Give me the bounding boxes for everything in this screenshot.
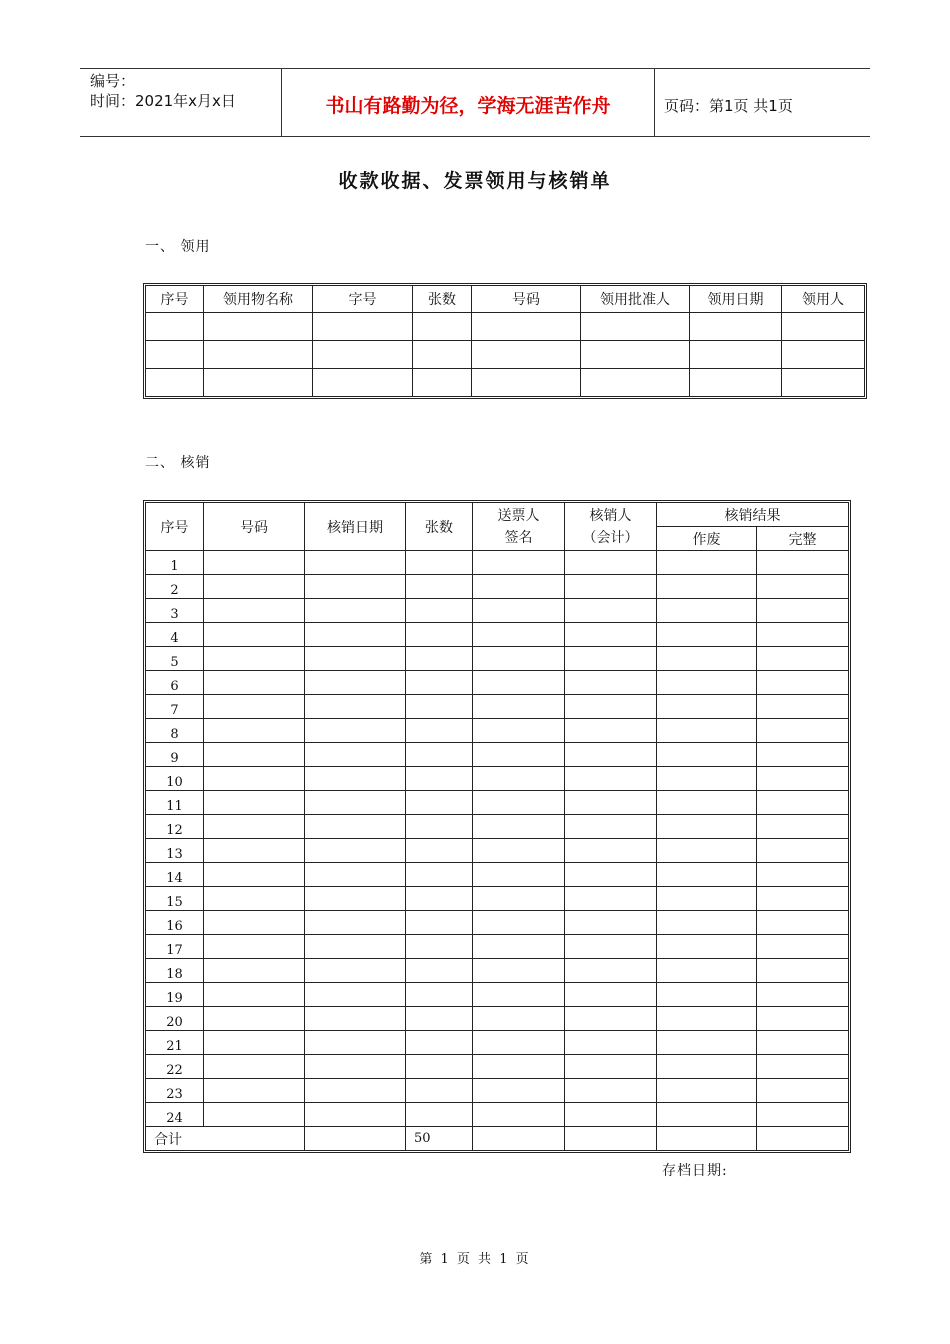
table-cell[interactable] bbox=[472, 341, 581, 369]
table-cell[interactable] bbox=[305, 839, 406, 863]
table-cell[interactable] bbox=[473, 743, 565, 767]
table-cell[interactable] bbox=[473, 791, 565, 815]
table-cell[interactable] bbox=[757, 863, 849, 887]
table-cell[interactable] bbox=[757, 1079, 849, 1103]
table-cell[interactable] bbox=[472, 313, 581, 341]
table-cell[interactable] bbox=[305, 671, 406, 695]
table-cell[interactable] bbox=[657, 671, 757, 695]
table-cell[interactable] bbox=[473, 1031, 565, 1055]
table-cell[interactable] bbox=[313, 341, 413, 369]
table-cell[interactable] bbox=[657, 1127, 757, 1151]
table-cell[interactable] bbox=[305, 743, 406, 767]
table-cell[interactable] bbox=[473, 767, 565, 791]
table-cell[interactable] bbox=[313, 369, 413, 397]
table-cell[interactable] bbox=[473, 959, 565, 983]
table-cell[interactable] bbox=[657, 791, 757, 815]
column-header: 号码 bbox=[472, 286, 581, 313]
table-row bbox=[146, 863, 849, 887]
verification-table-body bbox=[146, 551, 849, 1127]
table-cell[interactable] bbox=[657, 719, 757, 743]
table-cell[interactable] bbox=[406, 935, 473, 959]
row-number: 22 bbox=[146, 1055, 204, 1079]
archive-date-label: 存档日期: bbox=[662, 1163, 728, 1179]
table-cell[interactable] bbox=[204, 1031, 305, 1055]
table-cell[interactable] bbox=[305, 911, 406, 935]
table-cell[interactable] bbox=[757, 935, 849, 959]
table-cell[interactable] bbox=[204, 599, 305, 623]
table-cell[interactable] bbox=[565, 695, 657, 719]
column-header: 核销日期 bbox=[305, 503, 406, 551]
row-number: 1 bbox=[146, 551, 204, 575]
table-cell[interactable] bbox=[581, 313, 690, 341]
table-cell[interactable] bbox=[473, 671, 565, 695]
table-cell[interactable] bbox=[413, 313, 472, 341]
table-cell[interactable] bbox=[305, 1079, 406, 1103]
table-row bbox=[146, 341, 865, 369]
table-cell[interactable] bbox=[473, 647, 565, 671]
table-row bbox=[146, 719, 849, 743]
table-cell[interactable] bbox=[473, 839, 565, 863]
row-number: 9 bbox=[146, 743, 204, 767]
table-cell[interactable] bbox=[204, 959, 305, 983]
table-row bbox=[146, 623, 849, 647]
table-cell[interactable] bbox=[406, 623, 473, 647]
table-cell[interactable] bbox=[305, 719, 406, 743]
table-row bbox=[146, 983, 849, 1007]
row-number: 20 bbox=[146, 1007, 204, 1031]
row-number: 5 bbox=[146, 647, 204, 671]
table-cell[interactable] bbox=[305, 1031, 406, 1055]
table-cell[interactable] bbox=[406, 1103, 473, 1127]
table-cell[interactable] bbox=[565, 1031, 657, 1055]
table-cell[interactable] bbox=[757, 1055, 849, 1079]
section1-heading: 一、 领用 bbox=[145, 239, 211, 255]
table-row bbox=[146, 815, 849, 839]
table-cell[interactable] bbox=[782, 369, 865, 397]
table-cell[interactable] bbox=[757, 767, 849, 791]
table-cell[interactable] bbox=[657, 623, 757, 647]
table-cell[interactable] bbox=[657, 551, 757, 575]
table-cell[interactable] bbox=[565, 575, 657, 599]
table-row bbox=[146, 791, 849, 815]
table-cell[interactable] bbox=[690, 341, 782, 369]
table-cell[interactable] bbox=[305, 647, 406, 671]
table-row bbox=[146, 839, 849, 863]
table-cell[interactable] bbox=[305, 575, 406, 599]
table-cell[interactable] bbox=[782, 341, 865, 369]
table-cell[interactable] bbox=[305, 767, 406, 791]
table-cell[interactable] bbox=[565, 767, 657, 791]
column-header: 号码 bbox=[204, 503, 305, 551]
table-row bbox=[146, 1031, 849, 1055]
table-cell[interactable] bbox=[305, 935, 406, 959]
table-cell[interactable] bbox=[406, 863, 473, 887]
table-cell[interactable] bbox=[204, 719, 305, 743]
table-row bbox=[146, 743, 849, 767]
verification-table-header bbox=[146, 503, 849, 527]
table-cell[interactable] bbox=[690, 369, 782, 397]
column-header: 字号 bbox=[313, 286, 413, 313]
row-number: 11 bbox=[146, 791, 204, 815]
table-cell[interactable] bbox=[757, 911, 849, 935]
table-cell[interactable] bbox=[305, 1055, 406, 1079]
table-cell[interactable] bbox=[757, 815, 849, 839]
table-cell[interactable] bbox=[204, 935, 305, 959]
table-cell[interactable] bbox=[657, 863, 757, 887]
table-cell[interactable] bbox=[757, 791, 849, 815]
table-cell[interactable] bbox=[757, 719, 849, 743]
table-cell[interactable] bbox=[406, 911, 473, 935]
table-cell[interactable] bbox=[657, 767, 757, 791]
table-cell[interactable] bbox=[757, 695, 849, 719]
table-cell[interactable] bbox=[757, 1103, 849, 1127]
header-page-label: 页码：第1页 共1页 bbox=[664, 97, 793, 115]
row-number: 2 bbox=[146, 575, 204, 599]
row-number: 7 bbox=[146, 695, 204, 719]
table-cell[interactable] bbox=[204, 647, 305, 671]
document-title: 收款收据、发票领用与核销单 bbox=[338, 170, 612, 192]
row-number: 15 bbox=[146, 887, 204, 911]
header-code-label: 编号： bbox=[90, 72, 136, 90]
table-cell[interactable] bbox=[657, 935, 757, 959]
table-cell[interactable] bbox=[565, 551, 657, 575]
table-cell[interactable] bbox=[146, 313, 204, 341]
table-cell[interactable] bbox=[565, 719, 657, 743]
table-cell[interactable] bbox=[565, 935, 657, 959]
table-cell[interactable] bbox=[204, 743, 305, 767]
table-cell[interactable] bbox=[313, 313, 413, 341]
table-row bbox=[146, 575, 849, 599]
table-row bbox=[146, 935, 849, 959]
table-cell[interactable] bbox=[406, 767, 473, 791]
table-cell[interactable] bbox=[204, 839, 305, 863]
table-cell[interactable] bbox=[406, 599, 473, 623]
table-cell[interactable] bbox=[204, 791, 305, 815]
table-cell[interactable] bbox=[406, 839, 473, 863]
row-number: 21 bbox=[146, 1031, 204, 1055]
table-cell[interactable] bbox=[305, 1103, 406, 1127]
table-cell[interactable] bbox=[581, 369, 690, 397]
table-cell[interactable] bbox=[565, 887, 657, 911]
table-cell[interactable] bbox=[204, 815, 305, 839]
page-footer: 第 1 页 共 1 页 bbox=[419, 1252, 531, 1267]
total-row bbox=[146, 1127, 849, 1151]
table-cell[interactable] bbox=[657, 1079, 757, 1103]
row-number: 3 bbox=[146, 599, 204, 623]
table-cell[interactable] bbox=[757, 887, 849, 911]
header-motto: 书山有路勤为径，学海无涯苦作舟 bbox=[325, 95, 611, 117]
table-cell[interactable] bbox=[204, 369, 313, 397]
column-header: 领用人 bbox=[782, 286, 865, 313]
row-number: 17 bbox=[146, 935, 204, 959]
table-cell[interactable] bbox=[473, 1103, 565, 1127]
table-cell[interactable] bbox=[204, 1007, 305, 1031]
table-cell[interactable] bbox=[757, 983, 849, 1007]
table-cell[interactable] bbox=[657, 1103, 757, 1127]
table-cell[interactable] bbox=[581, 341, 690, 369]
column-header: 领用物名称 bbox=[204, 286, 313, 313]
table-cell[interactable] bbox=[473, 575, 565, 599]
table-cell[interactable] bbox=[305, 1127, 406, 1151]
table-cell[interactable] bbox=[565, 1103, 657, 1127]
sender-line1: 送票人 bbox=[497, 507, 540, 524]
table-cell[interactable] bbox=[565, 1127, 657, 1151]
issue-table-header bbox=[146, 286, 865, 313]
table-cell[interactable] bbox=[782, 313, 865, 341]
table-cell[interactable] bbox=[473, 1007, 565, 1031]
table-cell[interactable] bbox=[204, 695, 305, 719]
table-cell[interactable] bbox=[305, 983, 406, 1007]
table-cell[interactable] bbox=[757, 671, 849, 695]
table-cell[interactable] bbox=[204, 1055, 305, 1079]
table-cell[interactable] bbox=[204, 767, 305, 791]
header-bottom-rule bbox=[80, 136, 870, 137]
sender-line2: 签名 bbox=[504, 529, 533, 546]
table-cell[interactable] bbox=[565, 1079, 657, 1103]
table-row bbox=[146, 369, 865, 397]
table-cell[interactable] bbox=[565, 791, 657, 815]
table-cell[interactable] bbox=[406, 647, 473, 671]
section2-heading: 二、 核销 bbox=[145, 455, 211, 471]
table-cell[interactable] bbox=[565, 863, 657, 887]
header-time-label: 时间：2021年x月x日 bbox=[90, 92, 236, 110]
table-cell[interactable] bbox=[305, 791, 406, 815]
table-cell[interactable] bbox=[565, 599, 657, 623]
row-number: 13 bbox=[146, 839, 204, 863]
table-cell[interactable] bbox=[473, 935, 565, 959]
table-cell[interactable] bbox=[657, 839, 757, 863]
table-cell[interactable] bbox=[690, 313, 782, 341]
table-cell[interactable] bbox=[473, 887, 565, 911]
table-cell[interactable] bbox=[305, 1007, 406, 1031]
table-cell[interactable] bbox=[204, 911, 305, 935]
table-cell[interactable] bbox=[657, 695, 757, 719]
table-cell[interactable] bbox=[204, 1103, 305, 1127]
table-cell[interactable] bbox=[657, 647, 757, 671]
table-cell[interactable] bbox=[657, 959, 757, 983]
row-number: 19 bbox=[146, 983, 204, 1007]
table-cell[interactable] bbox=[565, 671, 657, 695]
table-cell[interactable] bbox=[565, 959, 657, 983]
table-cell[interactable] bbox=[473, 719, 565, 743]
table-cell[interactable] bbox=[305, 695, 406, 719]
table-row bbox=[146, 313, 865, 341]
table-cell[interactable] bbox=[305, 599, 406, 623]
table-cell[interactable] bbox=[657, 815, 757, 839]
table-cell[interactable] bbox=[406, 887, 473, 911]
verification-table bbox=[145, 502, 849, 1151]
table-cell[interactable] bbox=[657, 743, 757, 767]
row-number: 14 bbox=[146, 863, 204, 887]
row-number: 18 bbox=[146, 959, 204, 983]
table-cell[interactable] bbox=[657, 1007, 757, 1031]
table-cell[interactable] bbox=[565, 1007, 657, 1031]
table-row bbox=[146, 911, 849, 935]
table-cell[interactable] bbox=[305, 815, 406, 839]
table-cell[interactable] bbox=[406, 575, 473, 599]
row-number: 4 bbox=[146, 623, 204, 647]
table-cell[interactable] bbox=[565, 983, 657, 1007]
header-divider bbox=[654, 68, 655, 136]
table-cell[interactable] bbox=[472, 369, 581, 397]
table-cell[interactable] bbox=[204, 313, 313, 341]
table-cell[interactable] bbox=[406, 1007, 473, 1031]
column-header-sender bbox=[473, 503, 565, 551]
column-header-complete: 完整 bbox=[757, 527, 849, 551]
table-cell[interactable] bbox=[473, 815, 565, 839]
table-cell[interactable] bbox=[204, 551, 305, 575]
table-cell[interactable] bbox=[657, 1055, 757, 1079]
table-cell[interactable] bbox=[406, 1079, 473, 1103]
table-cell[interactable] bbox=[757, 647, 849, 671]
row-number: 8 bbox=[146, 719, 204, 743]
table-cell[interactable] bbox=[757, 623, 849, 647]
table-cell[interactable] bbox=[204, 671, 305, 695]
issue-table bbox=[145, 285, 865, 397]
table-cell[interactable] bbox=[406, 815, 473, 839]
column-header: 领用批准人 bbox=[581, 286, 690, 313]
table-cell[interactable] bbox=[757, 551, 849, 575]
row-number: 16 bbox=[146, 911, 204, 935]
table-cell[interactable] bbox=[757, 575, 849, 599]
table-cell[interactable] bbox=[204, 1079, 305, 1103]
table-row bbox=[146, 551, 849, 575]
table-cell[interactable] bbox=[146, 369, 204, 397]
verifier-line1: 核销人 bbox=[589, 507, 632, 524]
table-cell[interactable] bbox=[757, 1007, 849, 1031]
table-cell[interactable] bbox=[305, 959, 406, 983]
verifier-line2: （会计） bbox=[582, 529, 639, 546]
table-cell[interactable] bbox=[204, 341, 313, 369]
table-row bbox=[146, 1079, 849, 1103]
row-number: 10 bbox=[146, 767, 204, 791]
column-header: 张数 bbox=[413, 286, 472, 313]
table-cell[interactable] bbox=[146, 341, 204, 369]
table-cell[interactable] bbox=[305, 551, 406, 575]
table-cell[interactable] bbox=[473, 599, 565, 623]
row-number: 23 bbox=[146, 1079, 204, 1103]
table-cell[interactable] bbox=[406, 791, 473, 815]
table-cell[interactable] bbox=[565, 1055, 657, 1079]
table-cell[interactable] bbox=[473, 1127, 565, 1151]
column-header: 序号 bbox=[146, 503, 204, 551]
table-cell[interactable] bbox=[204, 623, 305, 647]
table-row bbox=[146, 887, 849, 911]
table-row bbox=[146, 1103, 849, 1127]
column-header-result: 核销结果 bbox=[657, 503, 849, 527]
table-cell[interactable] bbox=[413, 341, 472, 369]
table-cell[interactable] bbox=[473, 1079, 565, 1103]
table-cell[interactable] bbox=[757, 839, 849, 863]
table-cell[interactable] bbox=[305, 623, 406, 647]
column-header-verifier bbox=[565, 503, 657, 551]
table-row bbox=[146, 671, 849, 695]
table-cell[interactable] bbox=[406, 743, 473, 767]
table-cell[interactable] bbox=[413, 369, 472, 397]
table-cell[interactable] bbox=[757, 1031, 849, 1055]
column-header: 领用日期 bbox=[690, 286, 782, 313]
table-cell[interactable] bbox=[757, 959, 849, 983]
table-cell[interactable] bbox=[204, 575, 305, 599]
table-cell[interactable] bbox=[657, 1031, 757, 1055]
table-row bbox=[146, 1055, 849, 1079]
table-cell[interactable] bbox=[305, 887, 406, 911]
table-cell[interactable] bbox=[757, 599, 849, 623]
table-cell[interactable] bbox=[657, 983, 757, 1007]
table-cell[interactable] bbox=[757, 743, 849, 767]
table-cell[interactable] bbox=[565, 815, 657, 839]
table-cell[interactable] bbox=[565, 647, 657, 671]
row-number: 6 bbox=[146, 671, 204, 695]
table-cell[interactable] bbox=[473, 551, 565, 575]
table-cell[interactable] bbox=[406, 551, 473, 575]
table-row bbox=[146, 599, 849, 623]
table-row bbox=[146, 647, 849, 671]
row-number: 12 bbox=[146, 815, 204, 839]
table-cell[interactable] bbox=[406, 719, 473, 743]
table-cell[interactable] bbox=[657, 599, 757, 623]
table-cell[interactable] bbox=[406, 1031, 473, 1055]
table-row bbox=[146, 959, 849, 983]
table-cell[interactable] bbox=[305, 863, 406, 887]
header-top-rule bbox=[80, 68, 870, 69]
table-cell[interactable] bbox=[657, 911, 757, 935]
total-count: 50 bbox=[406, 1127, 473, 1151]
table-cell[interactable] bbox=[657, 575, 757, 599]
row-number: 24 bbox=[146, 1103, 204, 1127]
table-cell[interactable] bbox=[473, 983, 565, 1007]
column-header: 张数 bbox=[406, 503, 473, 551]
column-header: 序号 bbox=[146, 286, 204, 313]
table-cell[interactable] bbox=[406, 695, 473, 719]
table-cell[interactable] bbox=[657, 887, 757, 911]
table-cell[interactable] bbox=[473, 863, 565, 887]
table-cell[interactable] bbox=[473, 623, 565, 647]
table-cell[interactable] bbox=[406, 983, 473, 1007]
table-cell[interactable] bbox=[204, 983, 305, 1007]
table-cell[interactable] bbox=[406, 1055, 473, 1079]
table-cell[interactable] bbox=[473, 1055, 565, 1079]
table-cell[interactable] bbox=[565, 839, 657, 863]
table-cell[interactable] bbox=[406, 959, 473, 983]
table-row bbox=[146, 767, 849, 791]
table-cell[interactable] bbox=[757, 1127, 849, 1151]
table-cell[interactable] bbox=[473, 695, 565, 719]
column-header-void: 作废 bbox=[657, 527, 757, 551]
table-cell[interactable] bbox=[204, 887, 305, 911]
table-cell[interactable] bbox=[565, 623, 657, 647]
table-cell[interactable] bbox=[204, 863, 305, 887]
total-label: 合计 bbox=[146, 1127, 305, 1151]
table-cell[interactable] bbox=[473, 911, 565, 935]
table-cell[interactable] bbox=[565, 911, 657, 935]
table-cell[interactable] bbox=[406, 671, 473, 695]
table-row bbox=[146, 1007, 849, 1031]
table-cell[interactable] bbox=[565, 743, 657, 767]
table-row bbox=[146, 695, 849, 719]
